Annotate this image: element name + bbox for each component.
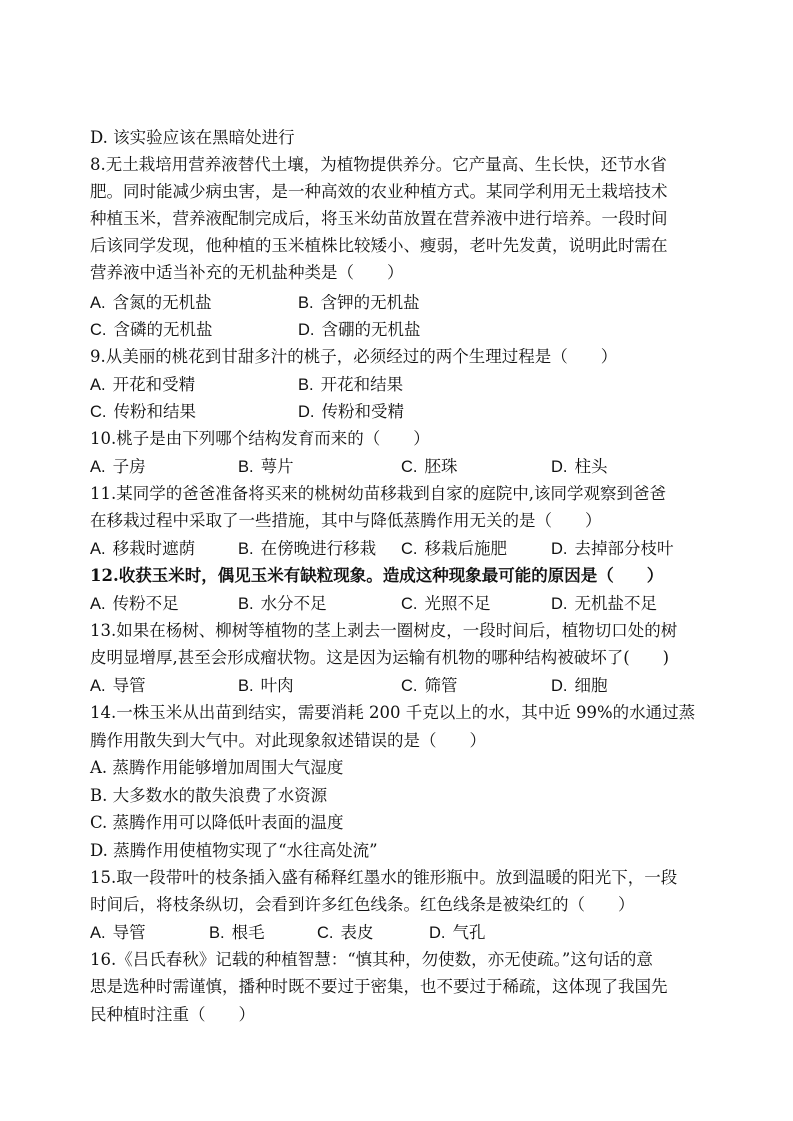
q16-stem-line-3: 民种植时注重（ ） xyxy=(90,1005,255,1024)
option-text: 移栽后施肥 xyxy=(424,539,507,558)
option-text: 叶肉 xyxy=(260,676,294,695)
option-text: 含硼的无机盐 xyxy=(321,320,421,339)
q7-option-d: D. 该实验应该在黑暗处进行 xyxy=(90,128,295,147)
option-letter: C. xyxy=(90,403,107,421)
q14-stem-line-1: 14.一株玉米从出苗到结实，需要消耗 200 千克以上的水，其中近 99%的水通过蒸 xyxy=(90,703,696,722)
q13-stem-line-2: 皮明显增厚,甚至会形成瘤状物。这是因为运输有机物的哪种结构被破坏了( ) xyxy=(90,648,670,667)
q12-stem: 12.收获玉米时，偶见玉米有缺粒现象。造成这种现象最可能的原因是（ ） xyxy=(90,566,664,585)
q8-stem-line-3: 种植玉米，营养液配制完成后，将玉米幼苗放置在营养液中进行培养。一段时间 xyxy=(90,209,668,228)
option-text: 无机盐不足 xyxy=(574,594,657,613)
option-text: 柱头 xyxy=(574,457,608,476)
option-text: 去掉部分枝叶 xyxy=(574,539,674,558)
option-letter: D. xyxy=(429,924,446,942)
option-letter: C. xyxy=(317,924,334,942)
q16-stem-line-2: 思是选种时需谨慎，播种时既不要过于密集，也不要过于稀疏，这体现了我国先 xyxy=(90,977,668,996)
q14-option-b: B. 大多数水的散失浪费了水资源 xyxy=(90,786,328,805)
option-text: 表皮 xyxy=(340,923,374,942)
option-letter: D. xyxy=(551,540,568,558)
option-text: 光照不足 xyxy=(424,594,491,613)
option-letter: C. xyxy=(401,595,418,613)
option-letter: C. xyxy=(401,677,418,695)
q8-stem-line-5: 营养液中适当补充的无机盐种类是（ ） xyxy=(90,263,404,282)
option-letter: B. xyxy=(298,376,314,394)
option-letter: B. xyxy=(238,595,254,613)
option-text: 子房 xyxy=(112,457,146,476)
option-text: 传粉不足 xyxy=(112,594,179,613)
option-letter: A. xyxy=(90,595,106,613)
option-letter: B. xyxy=(238,458,254,476)
q13-stem-line-1: 13.如果在杨树、柳树等植物的茎上剥去一圈树皮，一段时间后，植物切口处的树 xyxy=(90,621,678,640)
option-text: 导管 xyxy=(112,923,146,942)
q14-option-c: C. 蒸腾作用可以降低叶表面的温度 xyxy=(90,813,344,832)
option-letter: D. xyxy=(551,677,568,695)
q10-stem: 10.桃子是由下列哪个结构发育而来的（ ） xyxy=(90,429,430,448)
option-text: 含磷的无机盐 xyxy=(113,320,213,339)
option-letter: C. xyxy=(90,321,107,339)
option-letter: C. xyxy=(401,458,418,476)
option-text: 细胞 xyxy=(574,676,608,695)
option-letter: D. xyxy=(551,595,568,613)
option-text: 含氮的无机盐 xyxy=(112,293,212,312)
option-text: 开花和结果 xyxy=(320,375,404,394)
option-text: 含钾的无机盐 xyxy=(320,293,420,312)
option-letter: D. xyxy=(298,403,315,421)
q8-stem-line-1: 8.无土栽培用营养液替代土壤，为植物提供养分。它产量高、生长快，还节水省 xyxy=(90,155,667,174)
q16-stem-line-1: 16.《吕氏春秋》记载的种植智慧：“慎其种，勿使数，亦无使疏。”这句话的意 xyxy=(90,950,653,969)
q14-option-a: A. 蒸腾作用能够增加周围大气湿度 xyxy=(90,758,344,777)
option-letter: D. xyxy=(551,458,568,476)
option-text: 在傍晚进行移栽 xyxy=(260,539,377,558)
option-letter: C. xyxy=(401,540,418,558)
option-letter: A. xyxy=(90,458,106,476)
option-letter: B. xyxy=(238,677,254,695)
option-text: 传粉和结果 xyxy=(113,402,196,421)
q14-option-d: D. 蒸腾作用使植物实现了“水往高处流” xyxy=(90,841,378,860)
option-text: 导管 xyxy=(112,676,146,695)
option-letter: A. xyxy=(90,294,106,312)
option-text: 气孔 xyxy=(452,923,486,942)
option-letter: B. xyxy=(238,540,254,558)
option-text: 胚珠 xyxy=(424,457,458,476)
option-text: 传粉和受精 xyxy=(321,402,404,421)
q11-stem-line-2: 在移栽过程中采取了一些措施，其中与降低蒸腾作用无关的是（ ） xyxy=(90,511,602,530)
option-letter: B. xyxy=(209,924,225,942)
q8-stem-line-4: 后该同学发现，他种植的玉米植株比较矮小、瘦弱，老叶先发黄，说明此时需在 xyxy=(90,236,668,255)
option-text: 筛管 xyxy=(424,676,458,695)
option-text: 移栽时遮荫 xyxy=(112,539,196,558)
q9-stem: 9.从美丽的桃花到甘甜多汁的桃子，必须经过的两个生理过程是（ ） xyxy=(90,347,618,366)
q14-stem-line-2: 腾作用散失到大气中。对此现象叙述错误的是（ ） xyxy=(90,731,486,750)
option-letter: A. xyxy=(90,376,106,394)
q8-stem-line-2: 肥。同时能减少病虫害，是一种高效的农业种植方式。某同学利用无土栽培技术 xyxy=(90,182,668,201)
option-text: 开花和受精 xyxy=(112,375,196,394)
option-text: 萼片 xyxy=(260,457,294,476)
q15-stem-line-2: 时间后，将枝条纵切，会看到许多红色线条。红色线条是被染红的（ ） xyxy=(90,895,635,914)
option-letter: A. xyxy=(90,677,106,695)
option-letter: B. xyxy=(298,294,314,312)
q11-stem-line-1: 11.某同学的爸爸准备将买来的桃树幼苗移栽到自家的庭院中,该同学观察到爸爸 xyxy=(90,484,666,503)
option-text: 根毛 xyxy=(231,923,265,942)
option-letter: A. xyxy=(90,540,106,558)
option-text: 水分不足 xyxy=(260,594,327,613)
option-letter: D. xyxy=(298,321,315,339)
q15-stem-line-1: 15.取一段带叶的枝条插入盛有稀释红墨水的锥形瓶中。放到温暖的阳光下，一段 xyxy=(90,868,678,887)
option-letter: A. xyxy=(90,924,106,942)
